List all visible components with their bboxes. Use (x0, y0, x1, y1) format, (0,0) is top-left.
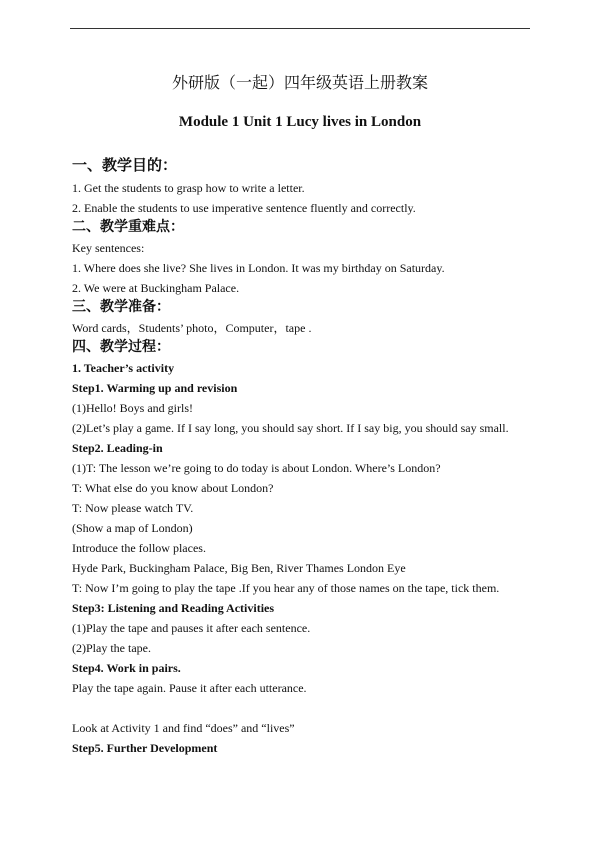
section-heading-objectives: 一、教学目的： (72, 158, 178, 174)
section-heading-key-points: 二、教学重难点： (72, 220, 184, 235)
key-points-line-2: 1. Where does she live? She lives in London. It was my birthday on Saturday. (72, 261, 445, 275)
section-heading-preparation: 三、教学准备： (72, 300, 170, 315)
step3-line-2: (2)Play the tape. (72, 641, 151, 655)
header-rule (70, 28, 530, 29)
section-heading-process: 四、教学过程： (72, 340, 170, 355)
objective-line-2: 2. Enable the students to use imperative sentence fluently and correctly. (72, 201, 416, 215)
step2-line-5: Introduce the follow places. (72, 541, 206, 555)
step4-line-2: Look at Activity 1 and find “does” and “lives” (72, 721, 295, 735)
document-subtitle: Module 1 Unit 1 Lucy lives in London (178, 114, 422, 130)
step4-line-1: Play the tape again. Pause it after each utterance. (72, 681, 307, 695)
step2-line-3: T: Now please watch TV. (72, 501, 194, 515)
step2-line-6: Hyde Park, Buckingham Palace, Big Ben, River Thames London Eye (72, 561, 406, 575)
document-body (72, 154, 542, 758)
teacher-activity-heading: 1. Teacher’s activity (72, 361, 175, 375)
step5-heading: Step5. Further Development (72, 741, 218, 755)
objective-line-1: 1. Get the students to grasp how to write a letter. (72, 181, 305, 195)
step2-line-2: T: What else do you know about London? (72, 481, 274, 495)
key-points-line-3: 2. We were at Buckingham Palace. (72, 281, 240, 295)
step3-line-1: (1)Play the tape and pauses it after each sentence. (72, 621, 311, 635)
step1-line-2: (2)Let’s play a game. If I say long, you should say short. If I say big, you should say small. (72, 421, 509, 435)
preparation-line-1: Word cards，Students’ photo，Computer，tape . (72, 321, 312, 335)
step3-heading: Step3: Listening and Reading Activities (72, 601, 275, 615)
step1-line-1: (1)Hello! Boys and girls! (72, 401, 193, 415)
step2-line-4: (Show a map of London) (72, 521, 193, 535)
step4-heading: Step4. Work in pairs. (72, 661, 181, 675)
blank-line (72, 698, 542, 718)
step2-line-1: (1)T: The lesson we’re going to do today is about London. Where’s London? (72, 461, 441, 475)
step2-heading: Step2. Leading-in (72, 441, 163, 455)
step1-heading: Step1. Warming up and revision (72, 381, 238, 395)
document-title: 外研版（一起）四年级英语上册教案 (171, 75, 428, 92)
key-points-line-1: Key sentences: (72, 241, 145, 255)
step2-line-7: T: Now I’m going to play the tape .If you hear any of those names on the tape, tick them. (72, 581, 500, 595)
